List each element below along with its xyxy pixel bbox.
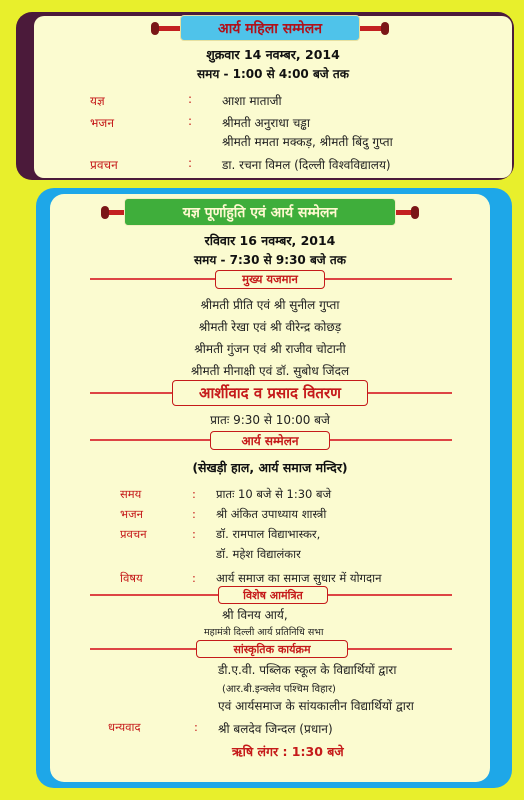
- row-label: भजन: [90, 116, 115, 130]
- row-label: प्रवचन: [90, 158, 118, 172]
- row-value: डॉ. महेश विद्यालंकार: [216, 547, 301, 561]
- section1-title: आर्य महिला सम्मेलन: [180, 15, 360, 41]
- row-value: श्रीमती अनुराधा चड्ढा: [222, 116, 310, 130]
- section1-banner: [155, 15, 385, 41]
- row-value: डॉ. रामपाल विद्याभास्कर,: [216, 527, 321, 541]
- row-label: विषय: [120, 571, 143, 585]
- row-value: डा. रचना विमल (दिल्ली विश्वविद्यालय): [222, 158, 391, 172]
- row-label: यज्ञ: [90, 94, 105, 108]
- row-colon: :: [192, 487, 196, 501]
- section2-time: समय - 7:30 से 9:30 बजे तक: [194, 253, 346, 267]
- special-guest-name: श्री विनय आर्य,: [222, 608, 288, 622]
- row-colon: :: [192, 527, 196, 541]
- chief-guest-item: श्रीमती मीनाक्षी एवं डॉ. सुबोध जिंदल: [190, 364, 350, 378]
- sammelan-heading: आर्य सम्मेलन: [210, 431, 330, 450]
- langar-time: ऋषि लंगर : 1:30 बजे: [232, 744, 344, 759]
- special-guest-heading: विशेष आमंत्रित: [218, 586, 328, 604]
- thanks-colon: :: [194, 720, 198, 734]
- chief-guest-item: श्रीमती गुंजन एवं श्री राजीव चोटानी: [194, 342, 346, 356]
- row-colon: :: [192, 571, 196, 585]
- venue: (सेखड़ी हाल, आर्य समाज मन्दिर): [192, 460, 348, 475]
- row-colon: :: [192, 507, 196, 521]
- row-colon: :: [188, 92, 193, 106]
- section1-time: समय - 1:00 से 4:00 बजे तक: [197, 67, 349, 81]
- section2-date: रविवार 16 नवम्बर, 2014: [204, 233, 336, 248]
- section2-banner: [105, 199, 415, 225]
- thanks-value: श्री बलदेव जिन्दल (प्रधान): [218, 722, 333, 736]
- section2-title: यज्ञ पूर्णाहुति एवं आर्य सम्मेलन: [124, 198, 396, 226]
- cultural-line: (आर.बी.इन्क्लेव पश्चिम विहार): [222, 684, 336, 695]
- blessing-heading: आर्शीवाद व प्रसाद वितरण: [172, 380, 368, 406]
- thanks-label: धन्यवाद: [108, 720, 141, 734]
- row-colon: :: [188, 156, 193, 170]
- row-value: प्रातः 10 बजे से 1:30 बजे: [216, 487, 332, 501]
- row-label: समय: [120, 487, 142, 501]
- cultural-program-heading: सांस्कृतिक कार्यक्रम: [196, 640, 348, 658]
- row-value: आशा माताजी: [222, 94, 282, 108]
- cultural-line: एवं आर्यसमाज के सांयकालीन विद्यार्थियों द्वारा: [218, 699, 414, 713]
- row-label: प्रवचन: [120, 527, 147, 541]
- chief-guest-item: श्रीमती रेखा एवं श्री वीरेन्द्र कोछड़: [198, 320, 342, 334]
- row-colon: :: [188, 114, 193, 128]
- row-value: श्री अंकित उपाध्याय शास्त्री: [216, 507, 327, 521]
- section1-date: शुक्रवार 14 नवम्बर, 2014: [206, 47, 340, 62]
- row-value: श्रीमती ममता मक्कड़, श्रीमती बिंदु गुप्ता: [222, 135, 393, 149]
- special-guest-role: महामंत्री दिल्ली आर्य प्रतिनिधि सभा: [204, 627, 324, 638]
- cultural-line: डी.ए.वी. पब्लिक स्कूल के विद्यार्थियों द्वारा: [218, 663, 397, 677]
- chief-guests-heading: मुख्य यजमान: [215, 270, 325, 289]
- blessing-time: प्रातः 9:30 से 10:00 बजे: [210, 413, 330, 427]
- row-label: भजन: [120, 507, 143, 521]
- row-value: आर्य समाज का समाज सुधार में योगदान: [216, 571, 382, 585]
- chief-guest-item: श्रीमती प्रीति एवं श्री सुनील गुप्ता: [200, 298, 340, 312]
